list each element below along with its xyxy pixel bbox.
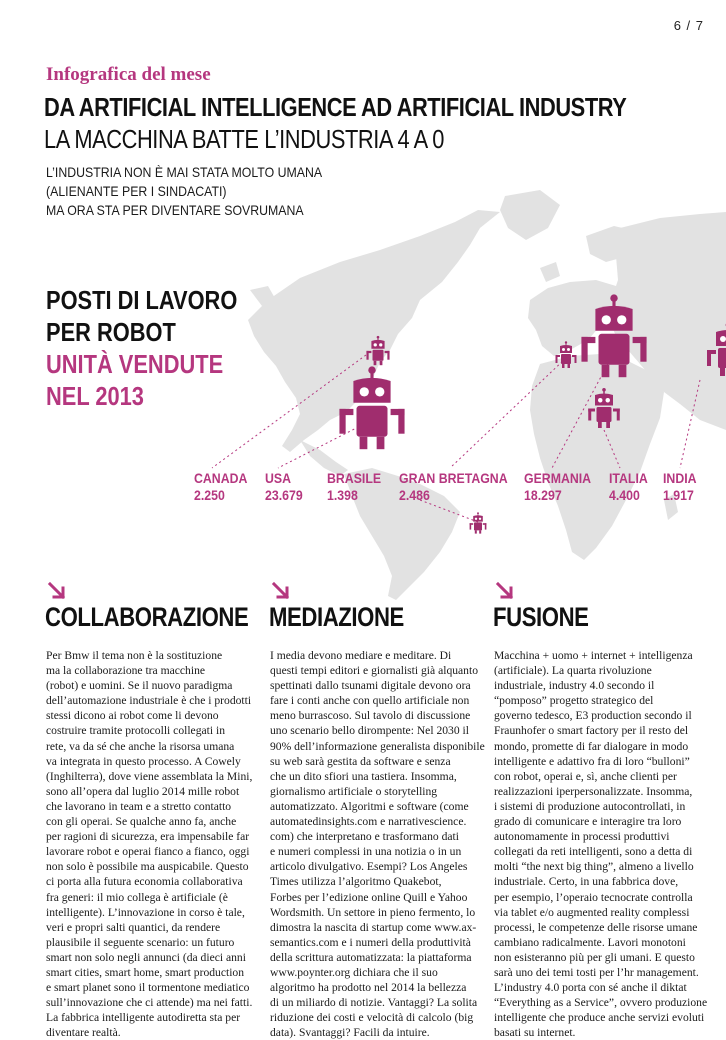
intro-line: (ALIENANTE PER I SINDACATI) (46, 183, 227, 199)
body-text-line: algoritmo ha prodotto nel 2014 la bellezza (270, 981, 467, 995)
country-name: BRASILE (327, 470, 382, 486)
body-text-line: articolo divulgativo. Esempi? Los Angeles (270, 860, 468, 874)
body-text-line: L’industry 4.0 porta con sé anche il diktat (494, 981, 687, 995)
body-text-line: processi, le competenze delle risorse umane (494, 920, 698, 934)
body-text-line: Macchina + uomo + internet + intelligenza (494, 649, 693, 662)
intro-line: MA ORA STA PER DIVENTARE SOVRUMANA (46, 202, 304, 218)
country-name: INDIA (663, 470, 697, 486)
body-text-line: che un dito sfiori una tastiera. Insomma, (270, 769, 457, 783)
body-text-line: “Everything as a Service”, ovvero produzione (494, 996, 708, 1010)
body-text-line: via tablet e/o augmented reality complessi (494, 905, 690, 919)
body-text-line: intelligente che produce anche servizi evoluti (494, 1011, 705, 1025)
body-text-line: intelligente). L’innovazione in corso è tale, (46, 905, 245, 919)
body-text-line: automatedinsights.com e narrativescience. (270, 815, 467, 829)
map-landmass (248, 190, 726, 600)
column-heading-collaborazione: COLLABORAZIONE (45, 602, 249, 632)
country-value: 23.679 (265, 487, 303, 503)
body-text-line: fra generi: il mio collega è artificiale (è (46, 890, 228, 904)
country-germania (524, 470, 591, 504)
country-india (663, 470, 697, 504)
country-italia (609, 470, 648, 504)
column-body-mediazione (270, 648, 485, 1040)
body-text-line: Times utilizza l’algoritmo Quakebot, (270, 875, 442, 889)
body-text-line: basati su internet. (494, 1026, 576, 1040)
body-text-line: “pomposo” progetto strategico del (494, 694, 654, 708)
body-text-line: i sistemi di produzione autocontrollati, in (494, 799, 686, 813)
body-text-line: Wordsmith. Un settore in pieno fermento, lo (270, 905, 476, 919)
body-text-line: per ragioni di sicurezza, era impensabile far (46, 830, 250, 844)
column-heading-fusione: FUSIONE (493, 602, 589, 632)
body-text-line: plausibile il seguente scenario: un futuro (46, 935, 235, 949)
country-value: 1.398 (327, 487, 358, 503)
page-number: 6 / 7 (673, 18, 704, 33)
country-usa (265, 470, 303, 504)
body-text-line: smart cities, smart home, smart production (46, 965, 245, 979)
infographic-headline (46, 284, 237, 412)
body-text-line: automatizzato. Algoritmi e software (come (270, 799, 469, 813)
country-canada (194, 470, 247, 504)
body-text-line: semantics.com e i numeri della produttività (270, 935, 471, 949)
headline-line: PER ROBOT (46, 317, 176, 347)
body-text-line: e smart planet sono il tormentone mediatico (46, 981, 250, 995)
body-text-line: con robot, operai e, sì, anche clienti per (494, 769, 677, 783)
body-text-line: questi tempi editori e giornalisti già alquanto (270, 664, 478, 678)
arrow-down-right-icon (270, 580, 292, 602)
body-text-line: riduzione dei costi e velocità di calcolo (big (270, 1011, 474, 1025)
body-text-line: ma la collaborazione tra macchine (46, 664, 206, 678)
body-text-line: industriale, industry 4.0 secondo il (494, 679, 655, 693)
body-text-line: sono all’opera dal luglio 2014 mille robot (46, 784, 240, 798)
body-text-line: per esempio, l’operaio tecnocrate controlla (494, 890, 693, 904)
body-text-line: meno burrascoso. Sul tavolo di discussione (270, 709, 471, 723)
body-text-line: con gli operai. Se qualche anno fa, anche (46, 815, 237, 829)
country-value: 1.917 (663, 487, 694, 503)
body-text-line: smart non solo negli annunci (da dieci anni (46, 950, 246, 964)
column-heading-mediazione: MEDIAZIONE (269, 602, 404, 632)
body-text-line: mondo, promette di far dialogare in modo (494, 739, 689, 753)
body-text-line: veri e propri salti quantici, da rendere (46, 920, 221, 934)
body-text-line: Fraunhofer o smart factory per il resto del (494, 724, 689, 738)
subhead-line: UNITÀ VENDUTE (46, 349, 224, 379)
section-kicker: Infografica del mese (46, 64, 211, 85)
body-text-line: stessi dicono ai robot come li devono (46, 709, 219, 723)
body-text-line: molti “the next big thing”, almeno a livello (494, 860, 694, 874)
body-text-line: realizzazioni iperpersonalizzate. Insomma, (494, 784, 693, 798)
country-value: 4.400 (609, 487, 640, 503)
body-text-line: ci porta alla futura economia collaborativa (46, 875, 243, 889)
body-text-line: lavorare robot e operai fianco a fianco, oggi (46, 845, 250, 859)
country-name: GERMANIA (524, 470, 592, 486)
body-text-line: non solo è possibile ma auspicabile. Questo (46, 860, 249, 874)
robot-brasile-icon (470, 512, 487, 533)
body-text-line: industriale. Certo, in una fabbrica dove, (494, 875, 679, 889)
body-text-line: I media devono mediare e meditare. Di (270, 649, 452, 662)
country-brasile (327, 470, 381, 504)
country-name: USA (265, 470, 292, 486)
body-text-line: (Inghilterra), dove viene assemblata la Mini, (46, 769, 253, 783)
body-text-line: com) che interpretano e trasformano dati (270, 830, 459, 844)
body-text-line: collegati da reti intelligenti, sono a detta di (494, 845, 693, 859)
page-title: DA ARTIFICIAL INTELLIGENCE AD ARTIFICIAL INDUSTRY (44, 92, 627, 122)
body-text-line: spettinati dallo tsunami digitale devono ora (270, 679, 471, 693)
page-subtitle: LA MACCHINA BATTE L’INDUSTRIA 4 A 0 (44, 124, 444, 154)
body-text-line: va integrata in questo processo. A Cowely (46, 754, 241, 768)
country-value: 18.297 (524, 487, 562, 503)
intro-line: L’INDUSTRIA NON È MAI STATA MOLTO UMANA (46, 164, 323, 180)
body-text-line: cambiano radicalmente. Lavori monotoni (494, 935, 686, 949)
subhead-line: NEL 2013 (46, 381, 144, 411)
body-text-line: 90% dell’informazione generalista disponibile (270, 739, 485, 753)
body-text-line: sull’innovazione che ci attende) ma nei fatti. (46, 996, 253, 1010)
body-text-line: su web sarà gestita da software e senza (270, 754, 451, 768)
column-body-collaborazione (46, 648, 252, 1040)
arrow-down-right-icon (494, 580, 516, 602)
body-text-line: di un miliardo di notizie. Vantaggi? La solita (270, 996, 478, 1010)
body-text-line: (artificiale). La quarta rivoluzione (494, 664, 652, 678)
body-text-line: fare i conti anche con quello artificiale non (270, 694, 470, 708)
body-text-line: diventare realtà. (46, 1026, 121, 1040)
body-text-line: e numeri complessi in una notizia o in un (270, 845, 462, 859)
country-value: 2.486 (399, 487, 430, 503)
country-value: 2.250 (194, 487, 225, 503)
country-gran-bretagna (399, 470, 508, 504)
country-name: ITALIA (609, 470, 648, 486)
body-text-line: non esisteranno più per gli umani. E questo (494, 950, 695, 964)
body-text-line: della scrittura automatizzata: la piattaforma (270, 950, 472, 964)
body-text-line: sarà uno dei temi tosti per l’hr management. (494, 965, 699, 979)
country-name: CANADA (194, 470, 248, 486)
body-text-line: dimostra la nascita di startup come www.ax- (270, 920, 477, 934)
body-text-line: costruire tramite protocolli collegati in (46, 724, 226, 738)
body-text-line: www.poynter.org dichiara che il suo (270, 965, 438, 979)
body-text-line: Forbes per l’edizione online Quill e Yahoo (270, 890, 468, 904)
body-text-line: autonomamente in processi produttivi (494, 830, 670, 844)
body-text-line: uno scenario bello dirompente: Nel 2030 il (270, 724, 469, 738)
column-body-fusione (494, 648, 707, 1040)
country-name: GRAN BRETAGNA (399, 470, 508, 486)
body-text-line: data). Svantaggi? Facili da intuire. (270, 1026, 430, 1040)
body-text-line: Per Bmw il tema non è la sostituzione (46, 649, 223, 662)
body-text-line: grado di comunicare e interagire tra loro (494, 815, 682, 829)
body-text-line: dell’automazione industriale è che i prodotti (46, 694, 252, 708)
body-text-line: rete, va da sé che anche la risorsa umana (46, 739, 235, 753)
body-text-line: governo tedesco, E3 production secondo il (494, 709, 692, 723)
body-text-line: (robot) e uomini. Se il nuovo paradigma (46, 679, 233, 693)
arrow-down-right-icon (46, 580, 68, 602)
body-text-line: che lavorano in team e a stretto contatto (46, 799, 232, 813)
body-text-line: La fabbrica intelligente autodiretta sta per (46, 1011, 241, 1025)
headline-line: POSTI DI LAVORO (46, 285, 238, 315)
body-text-line: intelligente e adattivo fra di loro “bulloni” (494, 754, 690, 768)
body-text-line: giornalismo artificiale o storytelling (270, 784, 438, 798)
